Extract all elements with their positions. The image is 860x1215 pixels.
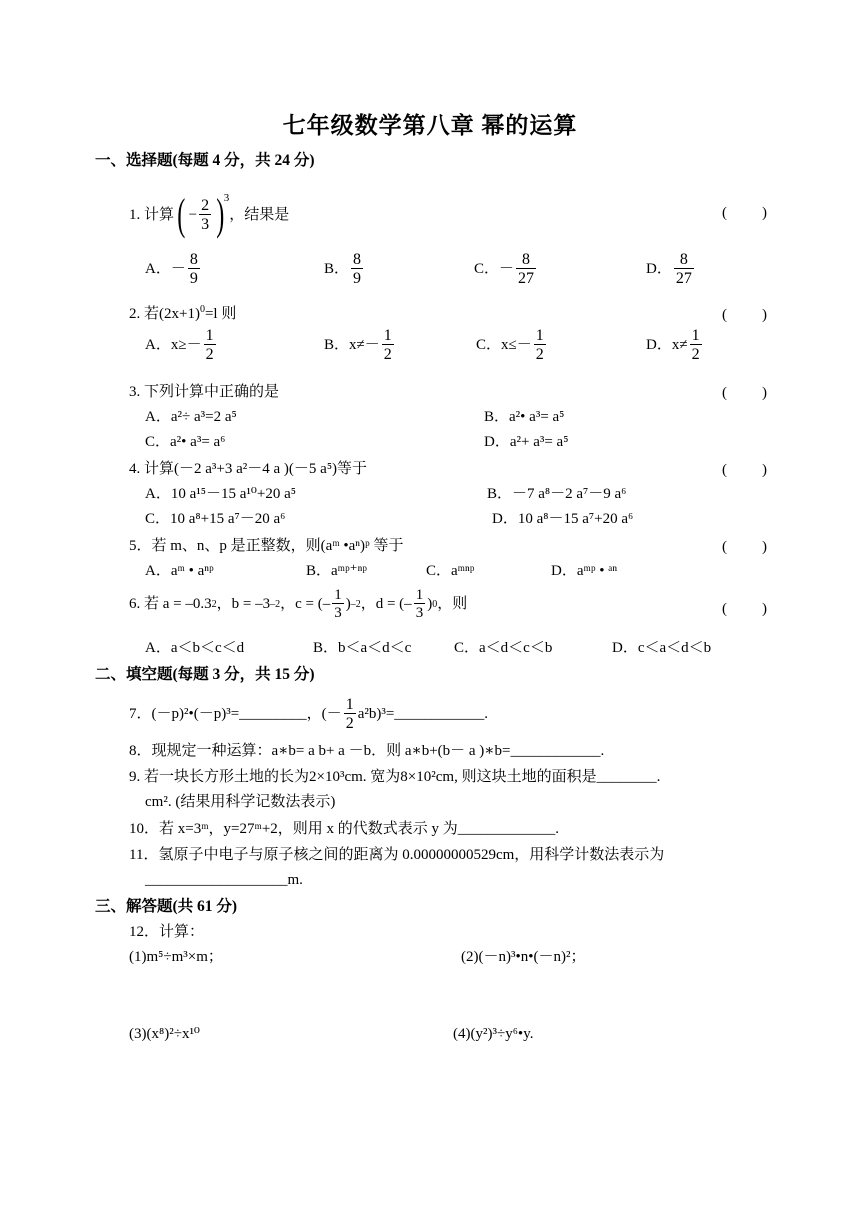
question-7 bbox=[129, 697, 488, 732]
denominator: 2 bbox=[345, 715, 354, 732]
answer-blank-q1[interactable] bbox=[722, 205, 767, 222]
q3-option-d[interactable]: D．a²+ a³= a⁵ bbox=[484, 434, 569, 450]
numerator: 2 bbox=[201, 196, 210, 214]
question-11-line-2: ___________________m. bbox=[145, 872, 303, 888]
option-label: B． bbox=[324, 261, 350, 277]
open-paren: ( bbox=[722, 205, 727, 221]
option-fraction bbox=[534, 328, 546, 363]
question-10: 10．若 x=3ᵐ，y=27ᵐ+2，则用 x 的代数式表示 y 为_____________. bbox=[129, 821, 560, 837]
question-6-stem: 6. 若 a = –0.3 2 ，b = –3 –2 ，c = (– $\frac{1}{3}$ ) –2 ，d = (– $\frac{1}{3}$ ) 0 ，则 bbox=[129, 587, 468, 621]
q1-fraction bbox=[199, 198, 211, 233]
q12-part-2: (2)(－n)³•n•(－n)²； bbox=[461, 949, 586, 965]
option-fraction bbox=[351, 252, 363, 287]
question-9-line-1: 9. 若一块长方形土地的长为2×10³cm. 宽为8×10²cm, 则这块土地的面积是________. bbox=[129, 769, 661, 785]
denominator: 3 bbox=[415, 605, 424, 621]
option-fraction bbox=[516, 252, 536, 287]
close-paren: ) bbox=[762, 601, 767, 617]
denominator: 9 bbox=[353, 270, 362, 287]
q6-a-def: 6. 若 a = –0.3 bbox=[129, 596, 212, 612]
option-label: D． bbox=[646, 261, 672, 277]
numerator: 1 bbox=[535, 327, 544, 344]
numerator: 1 bbox=[691, 327, 700, 344]
q4-option-c[interactable]: C．10 a⁸+15 a⁷－20 a⁶ bbox=[145, 511, 286, 527]
option-fraction bbox=[204, 328, 216, 363]
section-heading-solve: 三、解答题(共 61 分) bbox=[95, 898, 238, 915]
page-title: 七年级数学第八章 幂的运算 bbox=[282, 113, 578, 138]
option-label: C．x≤－ bbox=[476, 337, 532, 353]
q5-option-c[interactable]: C．aᵐⁿᵖ bbox=[426, 563, 475, 579]
question-8: 8．现规定一种运算：a∗b= a b+ a －b．则 a∗b+(b－ a )∗b=____________. bbox=[129, 743, 605, 759]
q1-exponent: 3 bbox=[223, 192, 230, 204]
q12-part-3: (3)(x⁸)²÷x¹⁰ bbox=[129, 1026, 200, 1042]
numerator: 8 bbox=[522, 251, 531, 268]
denominator: 2 bbox=[691, 346, 700, 363]
numerator: 1 bbox=[383, 327, 392, 344]
answer-blank-q2[interactable] bbox=[722, 307, 767, 324]
option-label: A．－ bbox=[145, 261, 186, 277]
close-paren: ) bbox=[345, 596, 351, 612]
answer-blank-q6[interactable] bbox=[722, 601, 767, 618]
option-label: D．x≠ bbox=[646, 337, 688, 353]
denominator: 3 bbox=[201, 215, 210, 233]
q12-part-1: (1)m⁵÷m³×m； bbox=[129, 949, 223, 965]
close-paren: ) bbox=[762, 385, 767, 401]
denominator: 2 bbox=[383, 346, 392, 363]
open-paren: ( bbox=[722, 307, 727, 323]
q5-option-b[interactable]: B．aᵐᵖ⁺ⁿᵖ bbox=[306, 563, 367, 579]
close-paren: ) bbox=[762, 539, 767, 555]
option-label: A．x≥－ bbox=[145, 337, 202, 353]
option-fraction bbox=[674, 252, 694, 287]
numerator: 8 bbox=[189, 251, 198, 268]
q12-part-4: (4)(y²)³÷y⁶•y. bbox=[453, 1026, 534, 1042]
denominator: 2 bbox=[535, 346, 544, 363]
open-paren: ( bbox=[722, 462, 727, 478]
q6-c-fraction bbox=[332, 588, 344, 621]
q6-option-d[interactable]: D．c＜a＜d＜b bbox=[612, 640, 712, 656]
q7-fraction bbox=[344, 697, 356, 732]
q2-option-d[interactable] bbox=[646, 328, 704, 363]
q4-option-d[interactable]: D．10 a⁸－15 a⁷+20 a⁶ bbox=[492, 511, 634, 527]
question-3-stem: 3. 下列计算中正确的是 bbox=[129, 384, 280, 400]
q1-stem-prefix: 1. 计算 bbox=[129, 206, 175, 223]
denominator: 3 bbox=[334, 605, 342, 621]
q3-option-c[interactable]: C．a²• a³= a⁶ bbox=[145, 434, 226, 450]
q6-d-fraction bbox=[414, 588, 426, 621]
question-5-stem: 5．若 m、n、p 是正整数，则(aᵐ •aⁿ)ᵖ 等于 bbox=[129, 538, 404, 554]
option-label: C．－ bbox=[474, 261, 515, 277]
question-12-stem: 12．计算： bbox=[129, 924, 205, 940]
q4-option-b[interactable]: B．－7 a⁸－2 a⁷－9 a⁶ bbox=[487, 486, 627, 502]
numerator: 1 bbox=[334, 587, 342, 603]
q2-exponent: 0 bbox=[199, 304, 205, 315]
q1-stem-suffix: ，结果是 bbox=[229, 206, 290, 223]
question-1-stem bbox=[129, 190, 290, 239]
numerator: 1 bbox=[415, 587, 424, 603]
q6-option-b[interactable]: B．b＜a＜d＜c bbox=[313, 640, 412, 656]
q2-option-a[interactable] bbox=[145, 328, 218, 363]
open-paren: ( bbox=[722, 385, 727, 401]
q6-b-def: ，b = –3 bbox=[216, 596, 271, 612]
numerator: 1 bbox=[345, 696, 354, 713]
close-paren: ) bbox=[762, 307, 767, 323]
q1-option-d[interactable] bbox=[646, 252, 696, 287]
section-heading-fill: 二、填空题(每题 3 分，共 15 分) bbox=[95, 666, 315, 683]
option-fraction bbox=[188, 252, 200, 287]
q3-option-b[interactable]: B．a²• a³= a⁵ bbox=[484, 409, 565, 425]
open-paren: ( bbox=[722, 601, 727, 617]
question-4-stem: 4. 计算(－2 a³+3 a²－4 a )(－5 a⁵)等于 bbox=[129, 461, 368, 477]
numerator: 8 bbox=[353, 251, 362, 268]
question-11-line-1: 11．氢原子中电子与原子核之间的距离为 0.00000000529cm，用科学计数法表示为 bbox=[129, 847, 665, 863]
answer-blank-q3[interactable] bbox=[722, 385, 767, 402]
denominator: 2 bbox=[205, 346, 214, 363]
numerator: 1 bbox=[205, 327, 214, 344]
q6-option-c[interactable]: C．a＜d＜c＜b bbox=[454, 640, 553, 656]
q1-option-c[interactable] bbox=[474, 252, 538, 287]
numerator: 8 bbox=[679, 251, 688, 268]
open-paren: ( bbox=[722, 539, 727, 555]
question-9-line-2: cm². (结果用科学记数法表示) bbox=[145, 794, 336, 810]
denominator: 27 bbox=[518, 270, 535, 287]
denominator: 9 bbox=[189, 270, 198, 287]
answer-blank-q5[interactable] bbox=[722, 539, 767, 556]
option-fraction bbox=[690, 328, 702, 363]
q1-option-b[interactable] bbox=[324, 252, 365, 287]
left-paren: ( bbox=[177, 190, 186, 239]
q5-option-d[interactable]: D．aᵐᵖ • ᵃⁿ bbox=[551, 563, 618, 579]
close-paren: ) bbox=[762, 205, 767, 221]
q2-option-b[interactable] bbox=[324, 328, 396, 363]
close-paren: ) bbox=[427, 596, 433, 612]
q6-d-def: ，d = (– bbox=[360, 596, 412, 612]
q1-option-a[interactable] bbox=[145, 252, 202, 287]
q2-stem-suffix: =l 则 bbox=[204, 306, 237, 322]
q4-option-a[interactable]: A．10 a¹⁵－15 a¹⁰+20 a⁵ bbox=[145, 486, 296, 502]
q6-option-a[interactable]: A．a＜b＜c＜d bbox=[145, 640, 245, 656]
option-label: B．x≠－ bbox=[324, 337, 380, 353]
q5-option-a[interactable]: A．aᵐ • aⁿᵖ bbox=[145, 563, 214, 579]
answer-blank-q4[interactable] bbox=[722, 462, 767, 479]
q6-c-def: ，c = (– bbox=[280, 596, 331, 612]
q6-stem-suffix: ，则 bbox=[437, 596, 468, 612]
q2-option-c[interactable] bbox=[476, 328, 548, 363]
option-fraction bbox=[382, 328, 394, 363]
right-paren: ) bbox=[216, 190, 225, 239]
q3-option-a[interactable]: A．a²÷ a³=2 a⁵ bbox=[145, 409, 237, 425]
minus-sign: − bbox=[188, 206, 198, 223]
close-paren: ) bbox=[762, 462, 767, 478]
q2-stem-text: 2. 若(2x+1) bbox=[129, 306, 200, 322]
q7-part-1: 7．(－p)²•(－p)³=_________，(－ bbox=[129, 706, 342, 722]
section-heading-choice: 一、选择题(每题 4 分，共 24 分) bbox=[95, 152, 315, 169]
denominator: 27 bbox=[675, 270, 692, 287]
q7-part-2: a²b)³=____________. bbox=[357, 706, 489, 722]
question-2-stem bbox=[129, 304, 237, 322]
